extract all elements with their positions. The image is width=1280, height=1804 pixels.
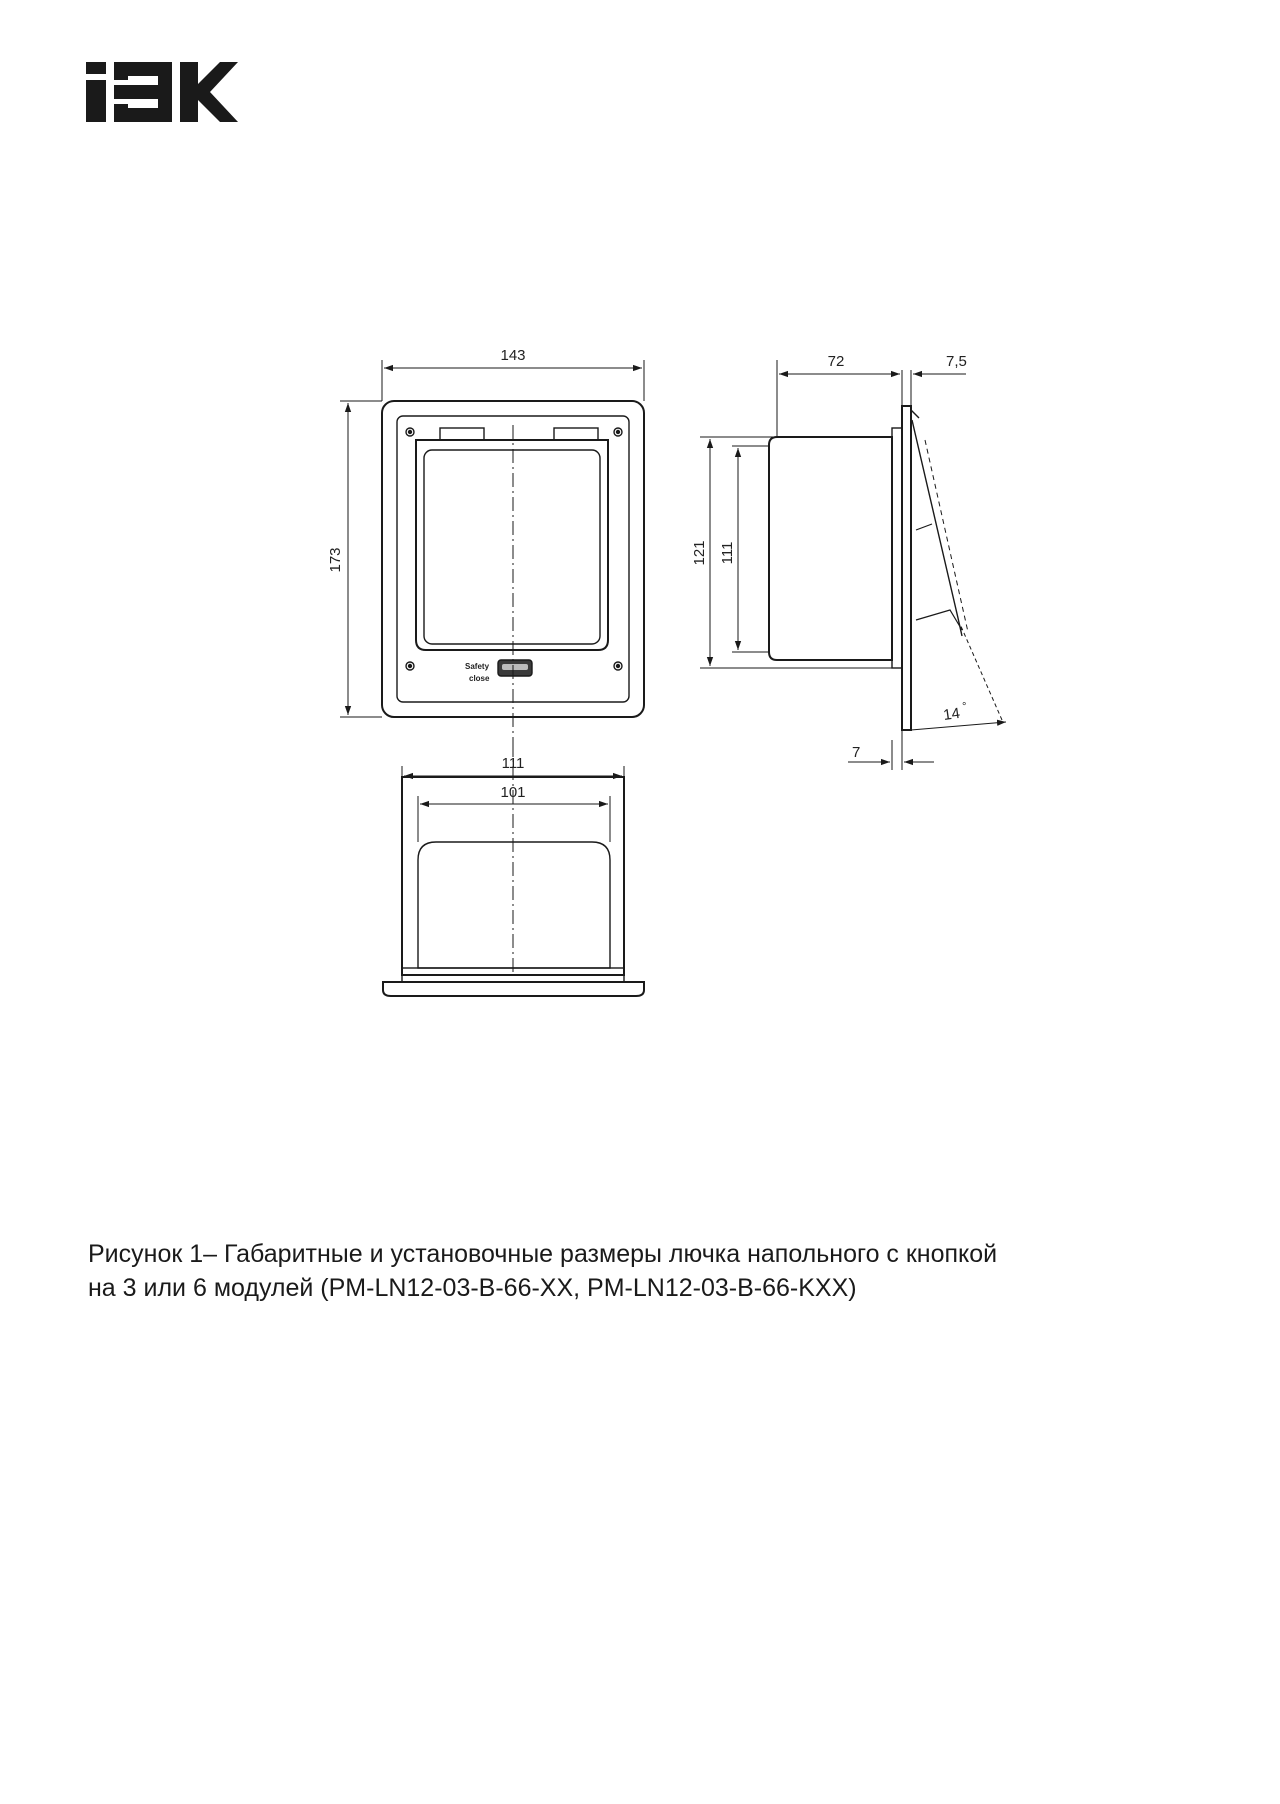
side-view (700, 360, 1006, 770)
dim-side-depth: 72 (827, 353, 845, 370)
dim-bottom-inner-width: 101 (500, 784, 526, 801)
safety-label-top: Safety (465, 662, 490, 671)
dim-front-height: 173 (327, 547, 344, 573)
dim-bottom-outer-width: 111 (501, 755, 525, 772)
safety-label-bottom: close (469, 674, 490, 683)
caption-line-1: Рисунок 1– Габаритные и установочные размеры лючка напольного с кнопкой (88, 1240, 998, 1268)
dim-side-angle: 14 (942, 704, 962, 724)
dim-side-inner-height: 111 (719, 541, 736, 565)
front-view (340, 360, 644, 760)
dim-front-width: 143 (500, 347, 526, 364)
caption-line-2: на 3 или 6 модулей (PM-LN12-03-B-66-XX, PM-LN12-03-B-66-KXX) (88, 1274, 857, 1302)
figure-caption (88, 1237, 1208, 1305)
dim-side-lip: 7,5 (946, 353, 967, 370)
bottom-view (383, 742, 644, 996)
dim-side-angle-unit: ° (962, 701, 967, 713)
dim-side-bottom-offset: 7 (852, 744, 861, 761)
dim-side-outer-height: 121 (691, 540, 708, 566)
